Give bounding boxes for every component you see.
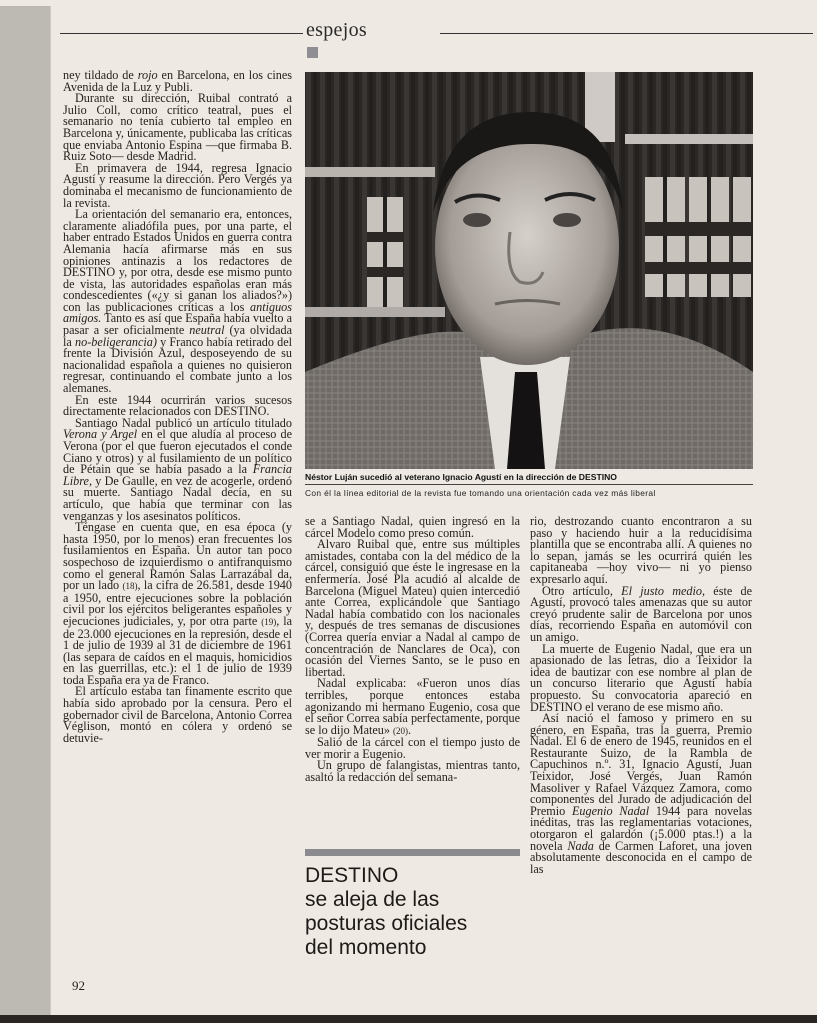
portrait-photo [305,72,753,469]
paragraph: se a Santiago Nadal, quien ingresó en la cárcel Modelo como preso común. [305,514,520,540]
page-spine-margin [0,6,51,1015]
paragraph: La orientación del semanario era, entonces, claramente aliadófila pues, por una parte, el haber entrado Estados Unidos en guerra contra Alemania hacía afirmarse más en sus opiniones antinazis a los redactores de DESTINO y, por otra, desde ese mismo punto de vista, las autoridades españolas eran más condescedientes («¿y si ganan los aliados?») con las publicaciones críticas a los antiguos amigos. Tanto es así que España había vuelto a pasar a ser oficialmente neutral (ya olvidada la no-beligerancia) y Franco había retirado del frente la División Azul, desposeyendo de su nacionalidad española a quienes no quisieron regresar, continuando el combate junto a los alemanes. [63,207,292,396]
subhead-bar [305,849,520,856]
section-title: espejos [306,19,367,41]
article-column-2 [305,516,520,784]
footnote-ref: (19) [261,616,277,627]
page-number: 92 [72,978,85,993]
footnote-ref: (20) [393,725,409,736]
portrait-photo-illustration [305,72,753,469]
paragraph: Otro artículo, El justo medio, éste de Agustí, provocó tales amenazas que su autor creyó prudente salir de Barcelona por unos días, recorriendo España en automóvil con un amigo. [530,583,752,644]
header-rule-right [440,33,813,34]
paragraph: En primavera de 1944, regresa Ignacio Agustí y reasume la dirección. Pero Vergés ya dominaba el mecanismo de funcionamiento de la revista. [63,160,292,210]
article-column-1 [63,70,292,744]
paragraph: Un grupo de falangistas, mientras tanto, asaltó la redacción del semana- [305,758,520,785]
bottom-border [0,1015,817,1023]
paragraph: Téngase en cuenta que, en esa época (y hasta 1950, por lo menos) eran frecuentes los fusilamientos en España. Un autor tan poco sospechoso de izquierdismo o antifranquismo como el general Ramón Salas Larrazábal da, por un lado (18), la cifra de 26.581, desde 1940 a 1950, entre ejecuciones sobre la población civil por los ejércitos beligerantes españoles y ejecuciones judiciales, y, por otra parte (19), la de 23.000 ejecuciones en la represión, desde el 1 de julio de 1939 al 31 de diciembre de 1961 (las separa de caídos en el maquis, homicidios en las guerrillas, etc.): el 1 de julio de 1939 toda España era ya de Franco. [63,520,292,687]
article-subheading: DESTINO se aleja de las posturas oficiales del momento [305,864,468,959]
paragraph: El artículo estaba tan finamente escrito que había sido aprobado por la censura. Pero el gobernador civil de Barcelona, Antonio Correa Véglison, montó en cólera y ordenó se detuvie- [63,684,292,745]
paragraph: Salió de la cárcel con el tiempo justo de ver morir a Eugenio. [305,735,520,761]
article-column-3 [530,516,752,875]
section-header [60,19,755,42]
section-marker-square [307,47,318,58]
photo-caption-subtitle: Con él la línea editorial de la revista fue tomando una orientación cada vez más liberal [305,488,656,498]
paragraph: En este 1944 ocurrirán varios sucesos directamente relacionados con DESTINO. [63,392,292,419]
paragraph: Alvaro Ruibal que, entre sus múltiples amistades, contaba con la del médico de la cárcel, consiguió que éste le ingresase en la enfermería. José Pla acudió al alcalde de Barcelona (Miguel Mateu) quien intercedió ante Correa, explicándole que Santiago Nadal había combatido con los nacionales y, después de tres semanas de discusiones (Correa quería enviar a Nadal al campo de concentración de Nanclares de Oca), con ocasión del Viernes Santo, se le puso en libertad. [305,537,520,679]
paragraph: rio, destrozando cuanto encontraron a su paso y haciendo huir a la reducidísima plantilla que se encontraba allí. A quienes no lo sepan, jamás se les ocurrirá quién les capitaneaba —hoy vivo— ni yo pienso expresarlo aquí. [530,514,752,586]
paragraph: Así nació el famoso y primero en su género, en España, tras la guerra, Premio Nadal. El 6 de enero de 1945, reunidos en el Restaurante Suizo, de la Rambla de Capuchinos n.º. 31, Ignacio Agustí, Juan Teixidor, José Vergés, Juan Ramón Masoliver y Rafael Vázquez Zamora, como componentes del Jurado de adjudicación del Premio Eugenio Nadal 1944 para novelas inéditas, tras las reglamentarias votaciones, otorgaron el galardón (¡5.000 ptas.!) a la novela Nada de Carmen Laforet, una joven absolutamente desconocida en el campo de las [530,711,752,876]
footnote-ref: (18) [122,581,138,592]
paragraph: ney tildado de rojo en Barcelona, en los cines Avenida de la Luz y Publi. [63,68,292,94]
caption-divider [305,484,753,485]
photo-caption-title: Néstor Luján sucedió al veterano Ignacio Agustí en la dirección de DESTINO [305,472,617,482]
paragraph: Durante su dirección, Ruibal contrató a Julio Coll, como crítico teatral, pues el semanario no tenía cubierto tal empleo en Barcelona y, únicamente, publicaba las críticas que enviaba Antonio Espina —que firmaba B. Ruiz Soto— desde Madrid. [63,91,292,164]
paragraph: La muerte de Eugenio Nadal, que era un apasionado de las letras, dio a Teixidor la idea de bautizar con ese nombre al plan de un concurso literario que Agustí había propuesto. Su convocatoria apareció en DESTINO el verano de ese mismo año. [530,641,752,714]
paragraph: Santiago Nadal publicó un artículo titulado Verona y Argel en el que aludía al proceso de Verona (por el que fueron ejecutados el conde Ciano y otros) y al fusilamiento de un político de Pétain que se había pasado a la Francia Libre, y De Gaulle, en vez de acogerle, ordenó su muerte. Santiago Nadal decía, en su artículo, que había que terminar con las venganzas y los asesinatos políticos. [63,415,293,523]
header-rule-left [60,33,303,34]
paragraph: Nadal explicaba: «Fueron unos días terribles, porque entonces estaba agonizando mi hermano Eugenio, cosa que el señor Correa sabía perfectamente, porque se lo dijo Mateu» (20). [305,676,520,737]
